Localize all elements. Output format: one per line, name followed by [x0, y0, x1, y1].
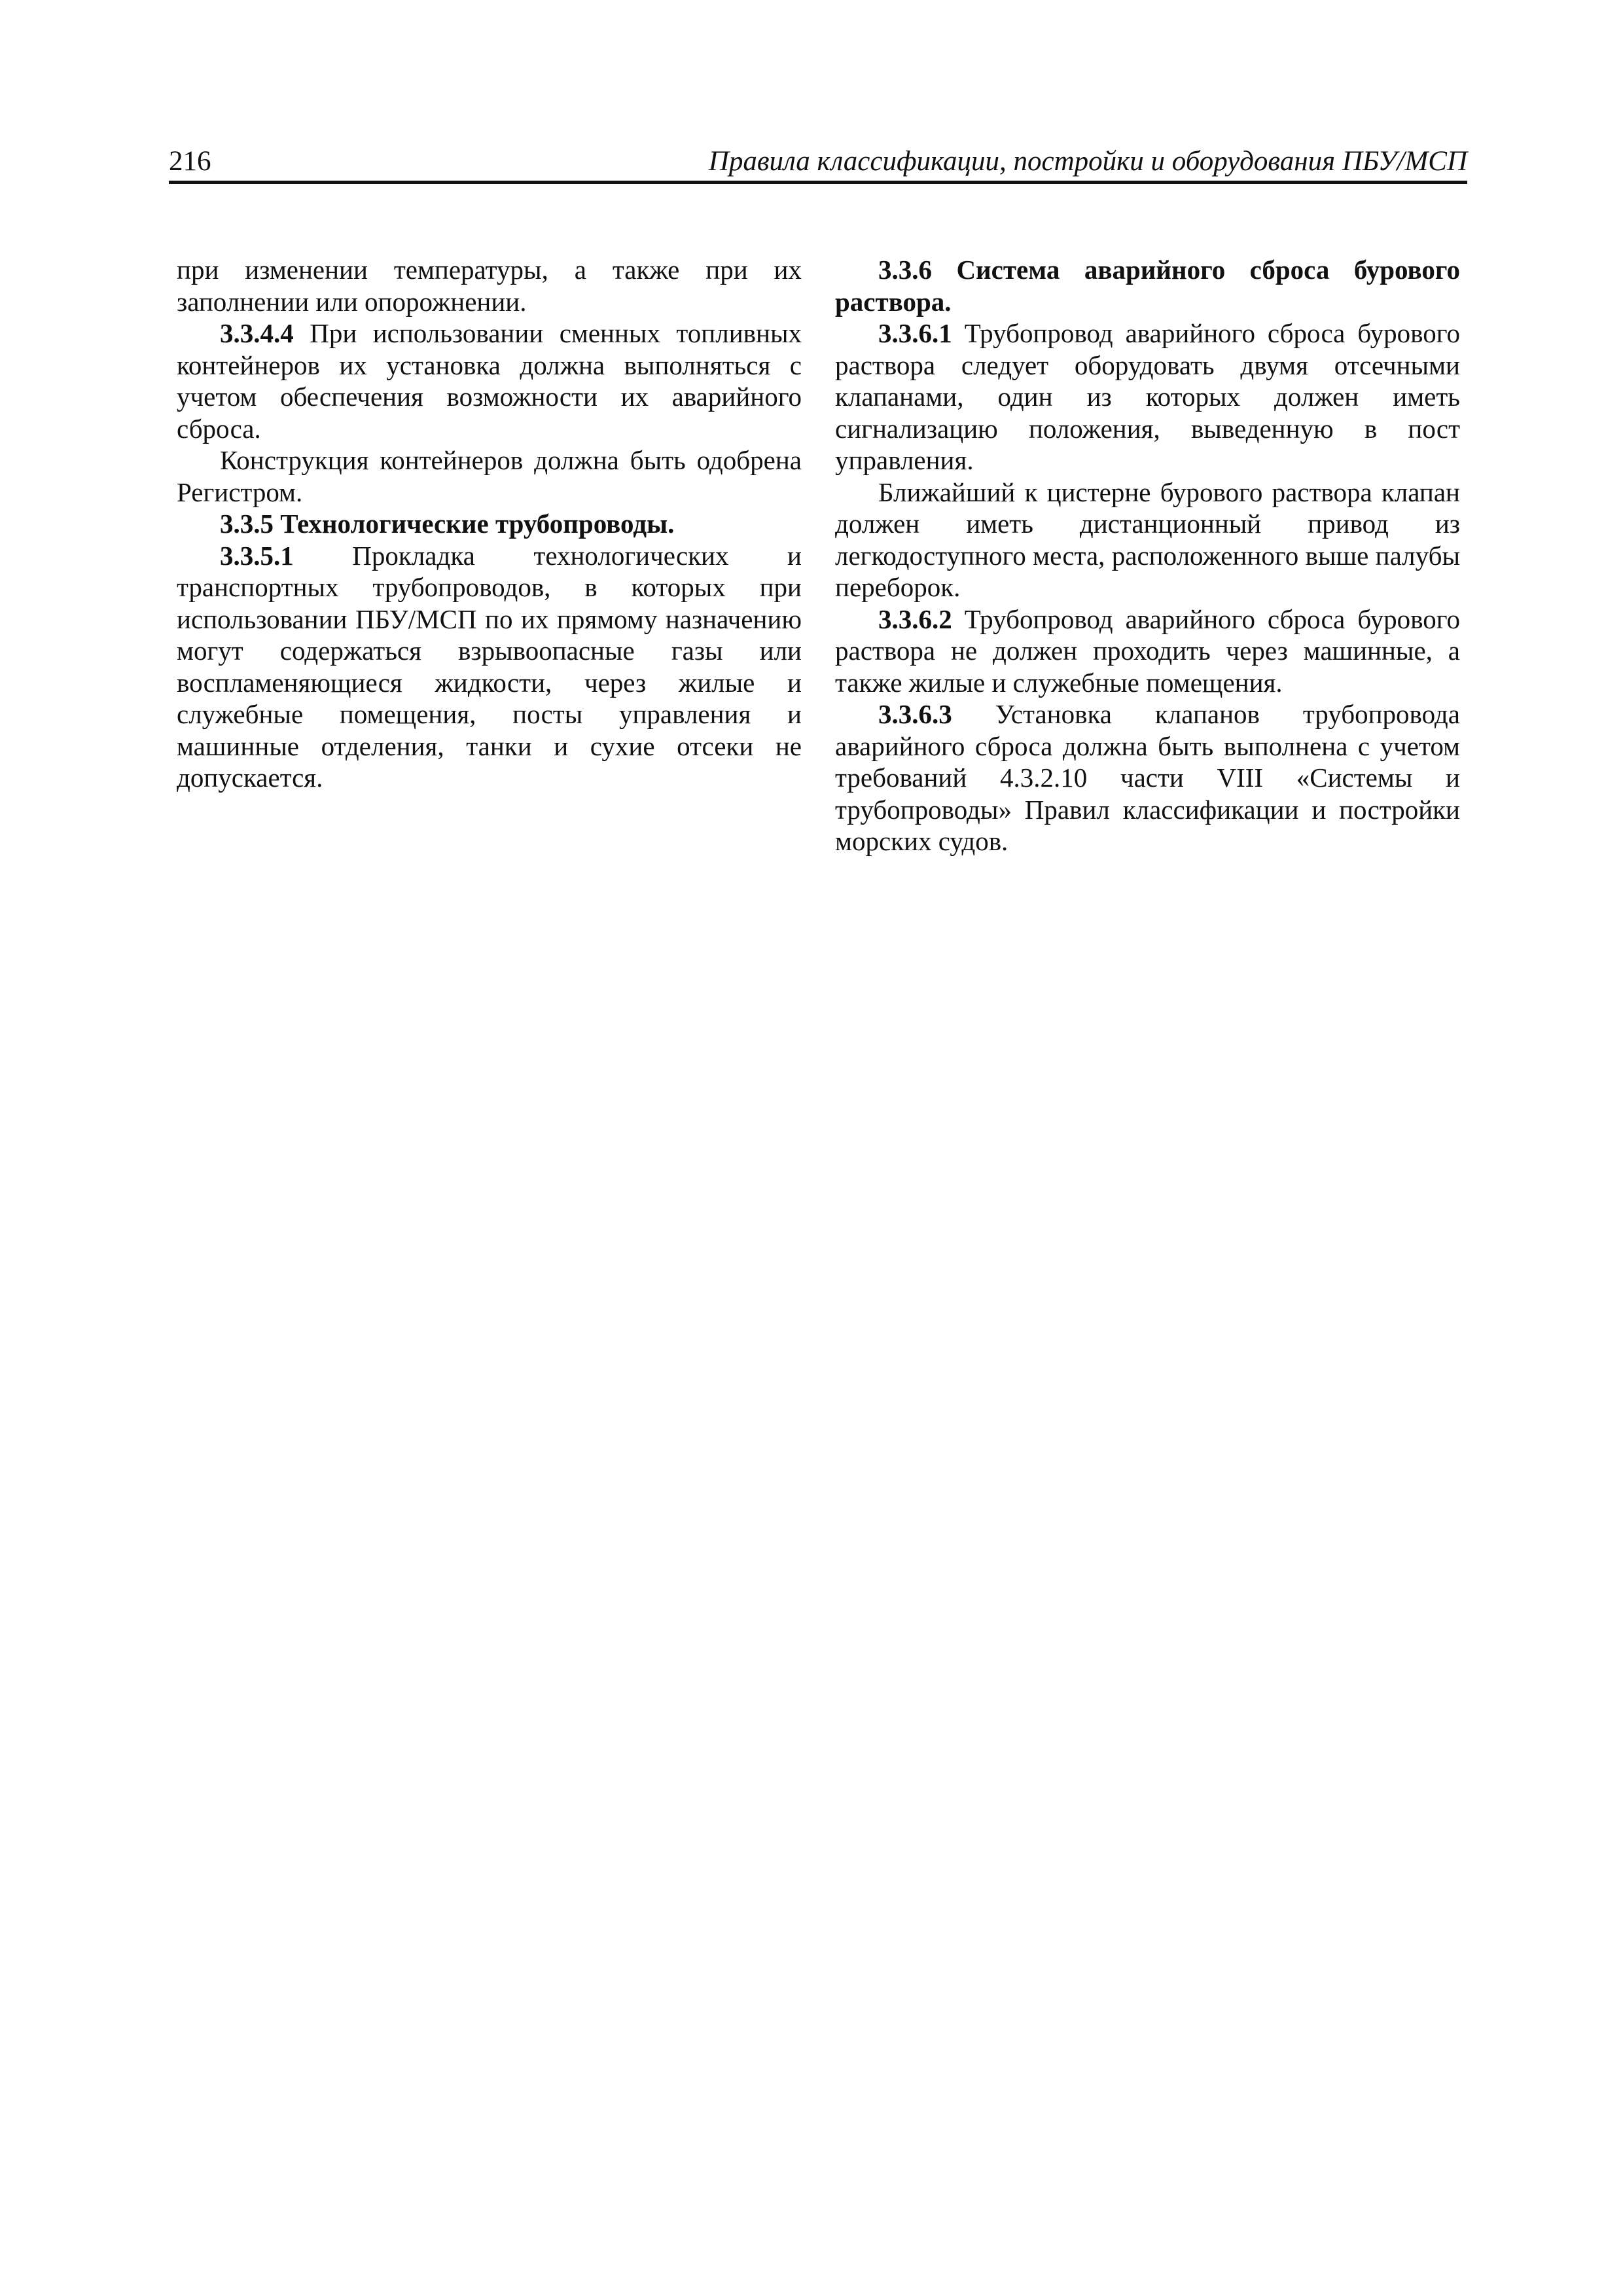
clause-number: 3.3.6.3 [878, 699, 952, 729]
clause-number: 3.3.5.1 [220, 540, 294, 571]
clause-text: При использовании сменных топливных контейнеров их установка должна выполняться с учетом обеспечения возможности их аварийного сброса. [177, 318, 802, 444]
paragraph-continuation: при изменении температуры, а также при их заполнении или опорожнении. [177, 255, 802, 317]
page-number: 216 [169, 146, 211, 177]
paragraph-3-3-5-1 [177, 540, 802, 794]
clause-text: Прокладка технологических и транспортных трубопроводов, в которых при использовании ПБУ/МСП по их прямому назначению могут содержаться взрывоопасные газы или воспламеняющиеся жидкости, через жилые и служебные помещения, посты управления и машинные отделения, танки и сухие отсеки не допускается. [177, 540, 802, 793]
clause-text: Трубопровод аварийного сброса бурового раствора не должен проходить через машинные, а также жилые и служебные помещения. [835, 603, 1460, 698]
clause-number: 3.3.6.1 [878, 318, 952, 348]
paragraph-container-approval: Конструкция контейнеров должна быть одобрена Регистром. [177, 445, 802, 507]
section-heading-3-3-5: 3.3.5 Технологические трубопроводы. [220, 509, 675, 539]
paragraph-3-3-6-2 [835, 603, 1460, 699]
clause-number: 3.3.4.4 [220, 318, 294, 348]
left-column [177, 254, 802, 794]
header-rule [169, 181, 1467, 184]
section-heading-3-3-6: 3.3.6 Система аварийного сброса бурового раствора. [835, 255, 1460, 317]
running-title: Правила классификации, постройки и оборудования ПБУ/МСП [708, 146, 1467, 177]
clause-number: 3.3.6.2 [878, 603, 952, 634]
page-header [169, 144, 1467, 179]
clause-text: Трубопровод аварийного сброса бурового раствора следует оборудовать двумя отсечными клапанами, один из которых должен иметь сигнализацию положения, выведенную в пост управления. [835, 318, 1460, 475]
paragraph-3-3-4-4 [177, 317, 802, 444]
paragraph-nearest-valve: Ближайший к цистерне бурового раствора клапан должен иметь дистанционный привод из легкодоступного места, расположенного выше палубы переборок. [835, 476, 1460, 602]
right-column [835, 254, 1460, 857]
paragraph-3-3-6-3 [835, 698, 1460, 857]
paragraph-3-3-6-1 [835, 317, 1460, 476]
clause-text: Установка клапанов трубопровода аварийного сброса должна быть выполнена с учетом требований 4.3.2.10 части VIII «Системы и трубопроводы» Правил классификации и постройки морских судов. [835, 699, 1460, 856]
